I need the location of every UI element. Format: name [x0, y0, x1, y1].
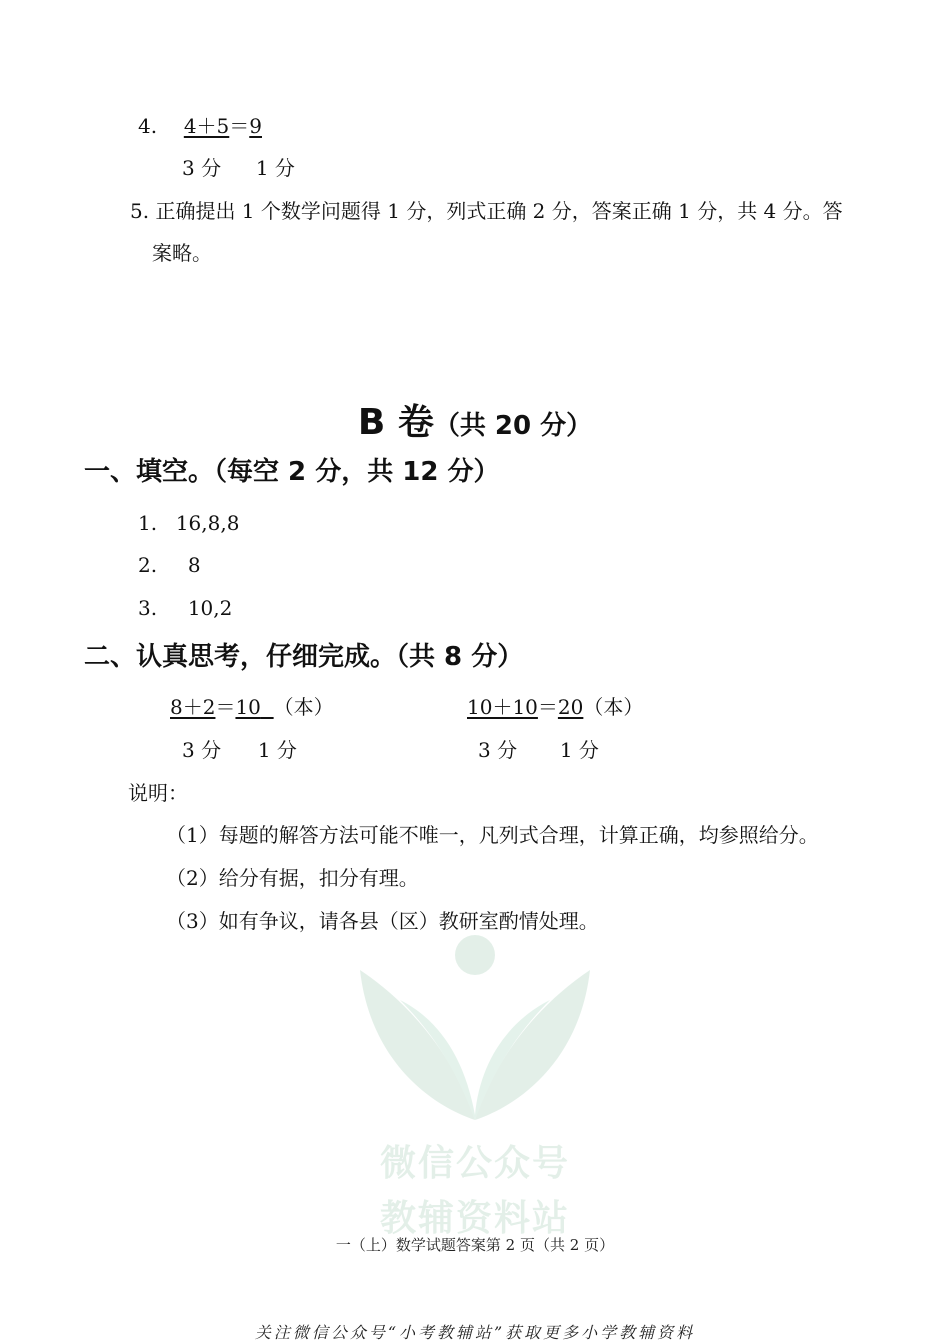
notes-label: 说明： — [128, 781, 188, 805]
section2-heading: 二、认真思考，仔细完成。（共 8 分） — [84, 642, 524, 672]
part-b-title — [0, 394, 950, 445]
q4-score-answer: 1 分 — [255, 156, 295, 180]
watermark-line2: 教辅资料站 — [379, 1198, 570, 1239]
s2-right-result: 20 — [557, 695, 584, 719]
s2-right-expression: 10＋10 — [467, 695, 538, 719]
s2-right-equation — [467, 695, 643, 719]
note-item-2: （2）给分有据，扣分有理。 — [166, 866, 419, 890]
s1-item-1-number: 1. — [138, 511, 158, 535]
s2-right-unit: （本） — [583, 695, 644, 719]
s1-item-3 — [138, 596, 232, 620]
q5-line2: 案略。 — [152, 241, 212, 265]
bottom-promo-note: 关注微信公众号“小考教辅站”获取更多小学教辅资料 — [254, 1323, 696, 1342]
s1-item-3-answer: 10,2 — [187, 596, 233, 620]
s2-right-scores — [478, 738, 599, 762]
s2-left-expression: 8＋2 — [170, 695, 216, 719]
q4-score-row — [182, 156, 295, 180]
s1-item-2-number: 2. — [138, 553, 158, 577]
s2-right-equals: ＝ — [537, 695, 558, 719]
s1-item-1 — [138, 511, 239, 535]
s2-left-unit: （本） — [273, 695, 334, 719]
q4-expression: 4＋5 — [183, 114, 230, 138]
s2-right-score-answer: 1 分 — [559, 738, 599, 762]
q4-number: 4. — [138, 114, 158, 138]
s2-left-score-expression: 3 分 — [182, 738, 222, 762]
q4-result: 9 — [249, 114, 262, 138]
watermark-line1: 微信公众号 — [379, 1143, 570, 1184]
s2-left-score-answer: 1 分 — [257, 738, 297, 762]
s2-left-scores — [182, 738, 297, 762]
s2-left-equals: ＝ — [215, 695, 236, 719]
q4-score-expression: 3 分 — [182, 156, 222, 180]
part-b-title-main: B 卷 — [357, 402, 434, 443]
page-footer: 一（上）数学试题答案第 2 页（共 2 页） — [335, 1236, 615, 1254]
s1-item-1-answer: 16,8,8 — [175, 511, 240, 535]
watermark-leaf-logo-icon — [340, 930, 610, 1130]
section1-heading: 一、填空。（每空 2 分，共 12 分） — [84, 457, 500, 487]
s2-left-equation — [170, 695, 334, 719]
part-b-title-sub: （共 20 分） — [433, 411, 593, 441]
q4-line — [138, 114, 262, 138]
watermark — [340, 930, 610, 1240]
s2-right-score-expression: 3 分 — [478, 738, 518, 762]
s1-item-2 — [138, 553, 201, 577]
note-item-1: （1）每题的解答方法可能不唯一，凡列式合理，计算正确，均参照给分。 — [166, 823, 819, 847]
s1-item-3-number: 3. — [138, 596, 158, 620]
s1-item-2-answer: 8 — [187, 553, 201, 577]
s2-left-result: 10 — [235, 695, 261, 719]
note-item-3: （3）如有争议，请各县（区）教研室酌情处理。 — [166, 909, 599, 933]
q4-equals: ＝ — [229, 114, 250, 138]
q5-line1: 5. 正确提出 1 个数学问题得 1 分，列式正确 2 分，答案正确 1 分，共 4 分。答 — [130, 199, 843, 223]
